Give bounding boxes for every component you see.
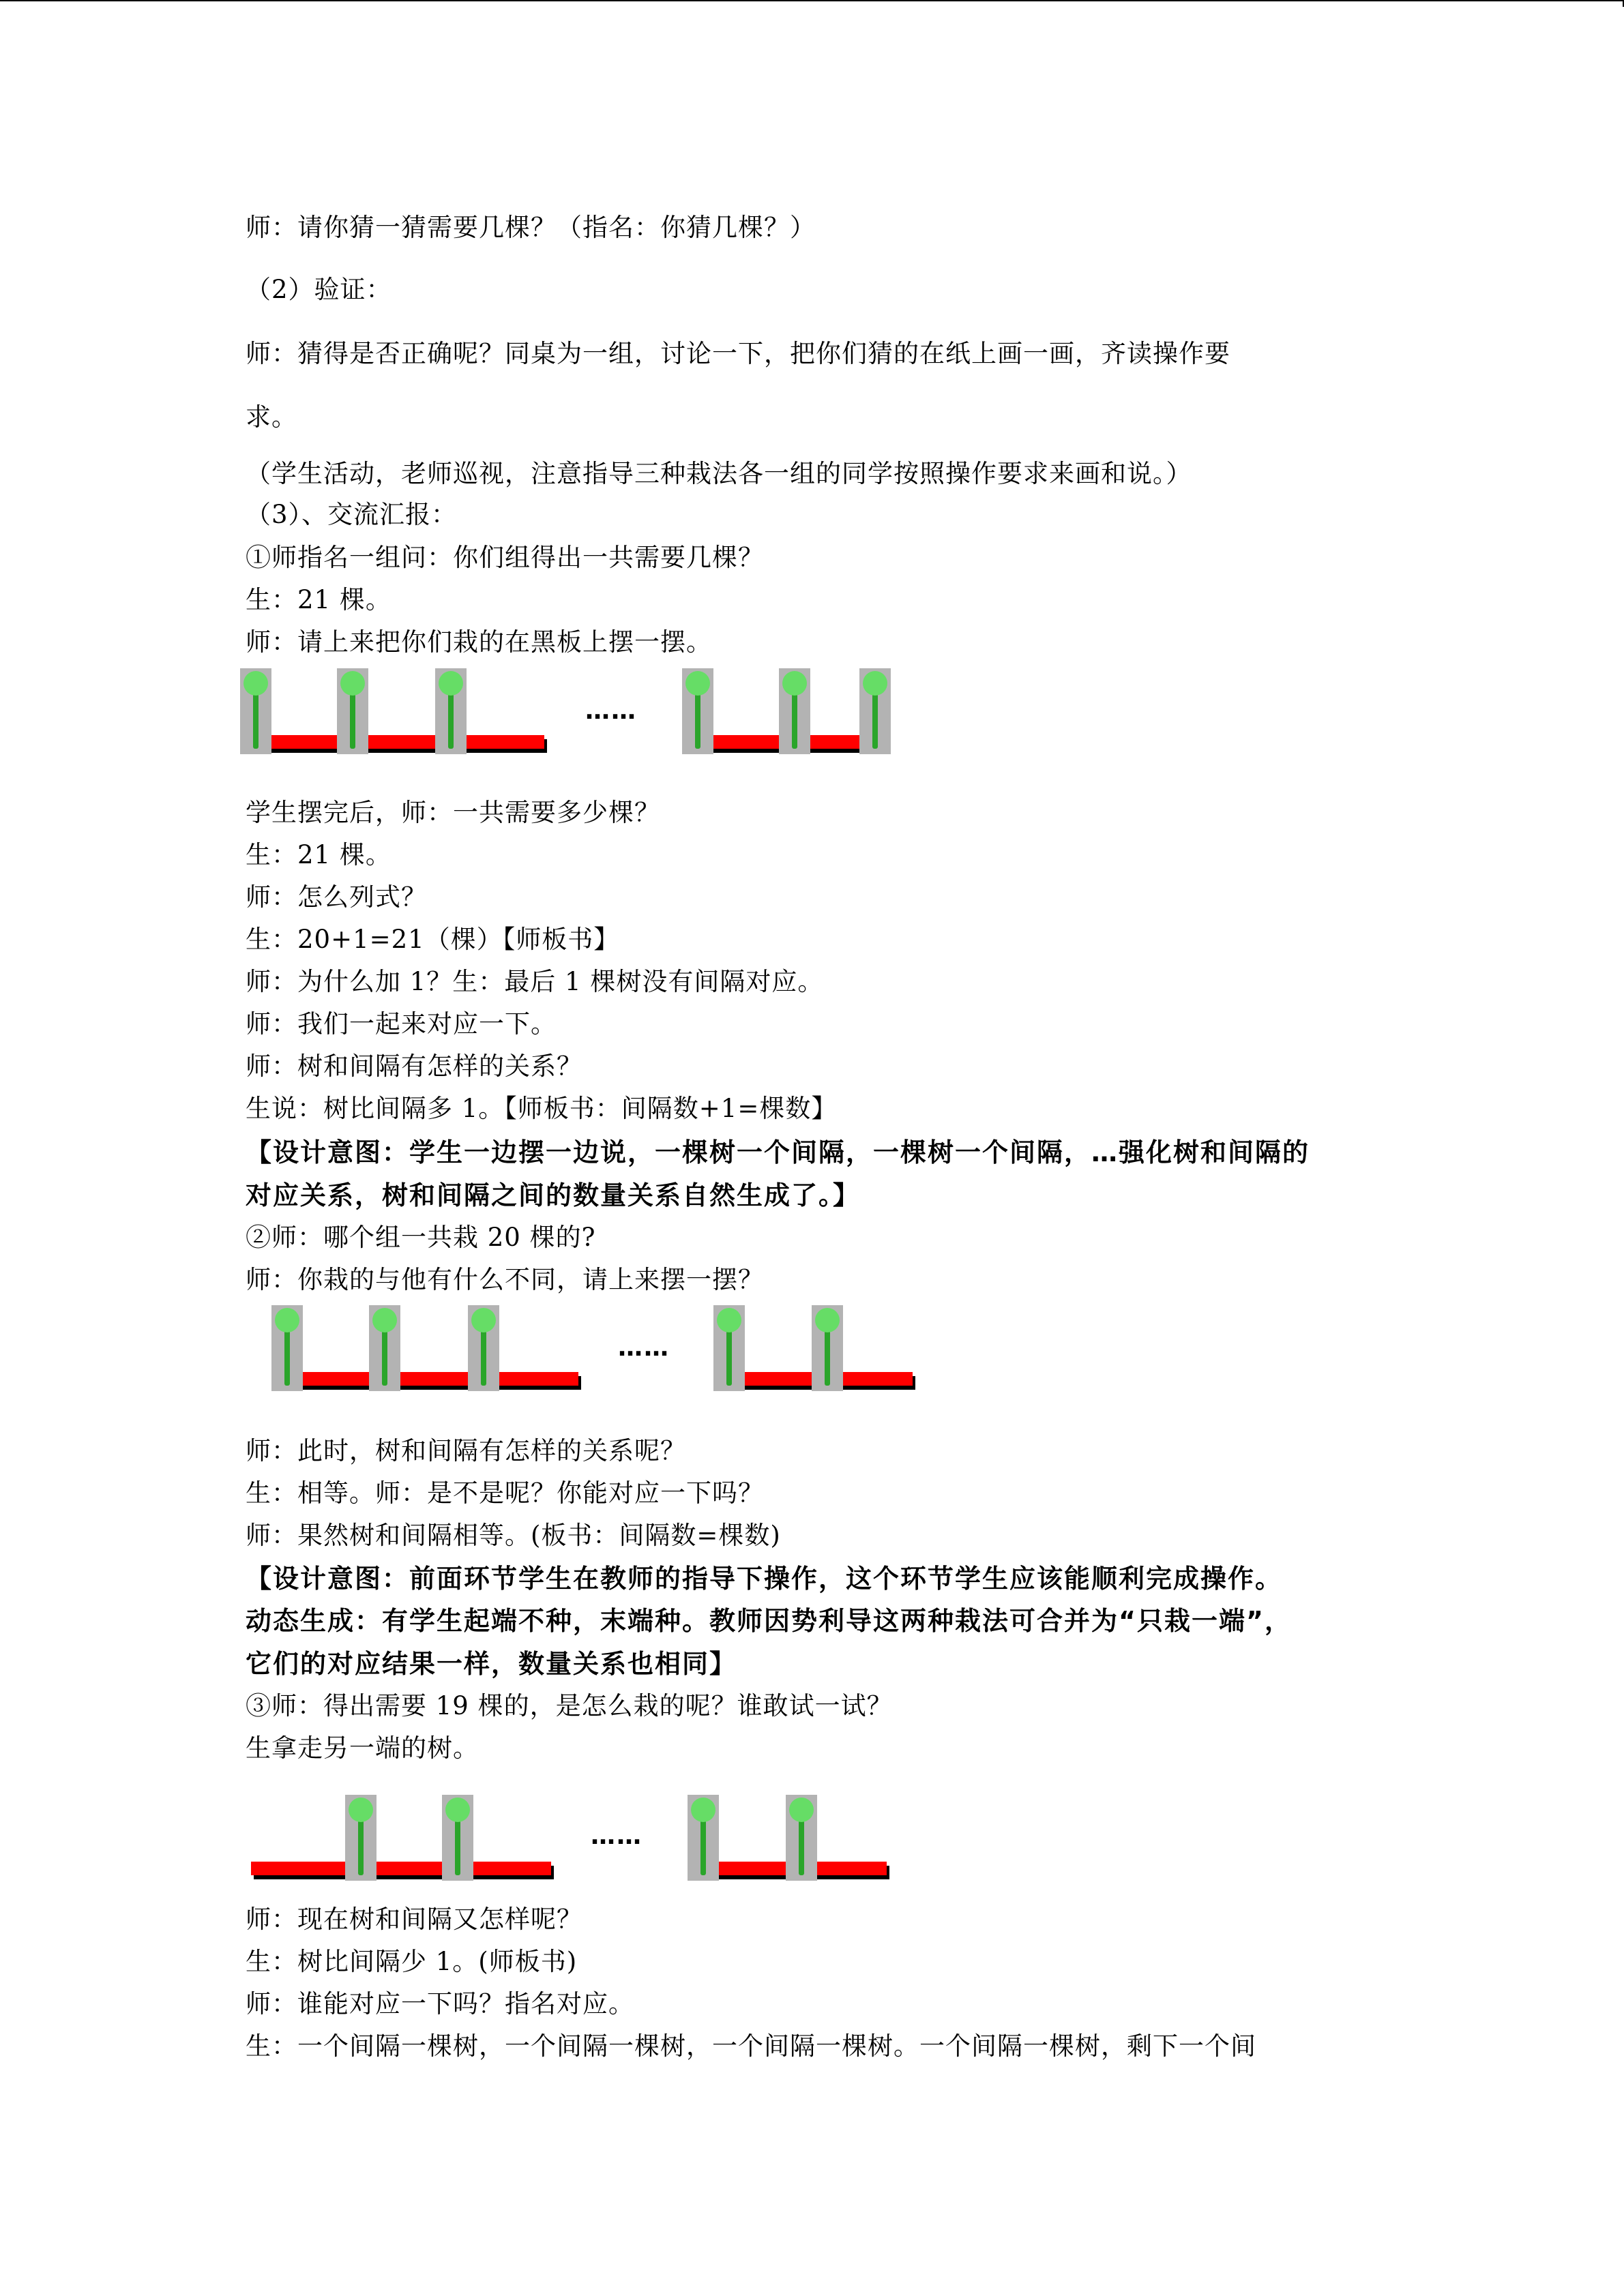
text-line: 它们的对应结果一样，数量关系也相同】 [246, 1649, 737, 1679]
text-line: （2）验证： [246, 275, 392, 304]
tree-icon [812, 1305, 843, 1391]
tree-icon [435, 668, 467, 754]
text-line: 求。 [246, 402, 297, 432]
interval-segment [244, 735, 544, 749]
text-line: 生：相等。师：是不是呢？你能对应一下吗？ [246, 1478, 764, 1508]
text-line: 师：怎么列式？ [246, 882, 427, 912]
tree-icon [859, 668, 891, 754]
text-line: 生拿走另一端的树。 [246, 1733, 479, 1763]
text-line: 对应关系，树和间隔之间的数量关系自然生成了。】 [246, 1180, 861, 1210]
page-top-border [0, 0, 1624, 1]
tree-icon [713, 1305, 745, 1391]
ellipsis: …… [591, 1822, 643, 1850]
text-line: 【设计意图：前面环节学生在教师的指导下操作，这个环节学生应该能顺利完成操作。 [246, 1564, 1283, 1594]
ellipsis: …… [585, 697, 637, 725]
interval-segment [278, 1372, 578, 1386]
text-line: 生：树比间隔少 1。(师板书) [246, 1947, 578, 1976]
text-line: 师：请上来把你们栽的在黑板上摆一摆。 [246, 627, 712, 657]
tree-icon [442, 1795, 473, 1881]
tree-icon [271, 1305, 303, 1391]
text-line: 生说：树比间隔多 1。【师板书：间隔数+1=棵数】 [246, 1094, 838, 1123]
text-line: 师：现在树和间隔又怎样呢？ [246, 1905, 582, 1934]
tree-icon [240, 668, 271, 754]
text-line: 师：为什么加 1？生：最后 1 棵树没有间隔对应。 [246, 967, 824, 996]
tree-icon [369, 1305, 400, 1391]
text-line: 师：猜得是否正确呢？同桌为一组，讨论一下，把你们猜的在纸上画一画，齐读操作要 [246, 339, 1230, 368]
text-line: 学生摆完后，师：一共需要多少棵？ [246, 798, 660, 827]
text-line: 生：21 棵。 [246, 585, 392, 614]
text-line: 【设计意图：学生一边摆一边说，一棵树一个间隔，一棵树一个间隔，…强化树和间隔的 [246, 1137, 1310, 1167]
text-line: 师：果然树和间隔相等。(板书：间隔数=棵数) [246, 1521, 781, 1550]
text-line: 师：我们一起来对应一下。 [246, 1009, 557, 1039]
tree-icon [337, 668, 368, 754]
text-line: 师：此时，树和间隔有怎样的关系呢？ [246, 1436, 686, 1465]
text-line: ②师：哪个组一共栽 20 棵的? [246, 1223, 596, 1252]
text-line: 师：你栽的与他有什么不同，请上来摆一摆？ [246, 1265, 764, 1294]
tree-icon [786, 1795, 817, 1881]
text-line: 生：20+1=21（棵）【师板书】 [246, 925, 620, 954]
text-line: ③师：得出需要 19 棵的，是怎么栽的呢？谁敢试一试？ [246, 1691, 893, 1720]
interval-segment [251, 1862, 551, 1875]
tree-icon [682, 668, 713, 754]
ellipsis: …… [618, 1334, 670, 1362]
text-line: 师：谁能对应一下吗？指名对应。 [246, 1989, 634, 2018]
text-line: ①师指名一组问：你们组得出一共需要几棵？ [246, 543, 764, 572]
text-line: （3）、交流汇报： [246, 500, 458, 529]
text-line: 师：树和间隔有怎样的关系？ [246, 1052, 582, 1081]
text-line: 生：21 棵。 [246, 840, 392, 869]
tree-icon [468, 1305, 499, 1391]
tree-icon [345, 1795, 377, 1881]
text-line: 动态生成：有学生起端不种，末端种。教师因势利导这两种栽法可合并为“只栽一端”， [246, 1606, 1292, 1636]
text-line: 师：请你猜一猜需要几棵？（指名：你猜几棵？） [246, 213, 816, 242]
tree-icon [779, 668, 810, 754]
text-line: 生：一个间隔一棵树，一个间隔一棵树，一个间隔一棵树。一个间隔一棵树，剩下一个间 [246, 2031, 1256, 2061]
tree-icon [688, 1795, 719, 1881]
text-line: （学生活动，老师巡视，注意指导三种栽法各一组的同学按照操作要求来画和说。） [246, 459, 1192, 488]
